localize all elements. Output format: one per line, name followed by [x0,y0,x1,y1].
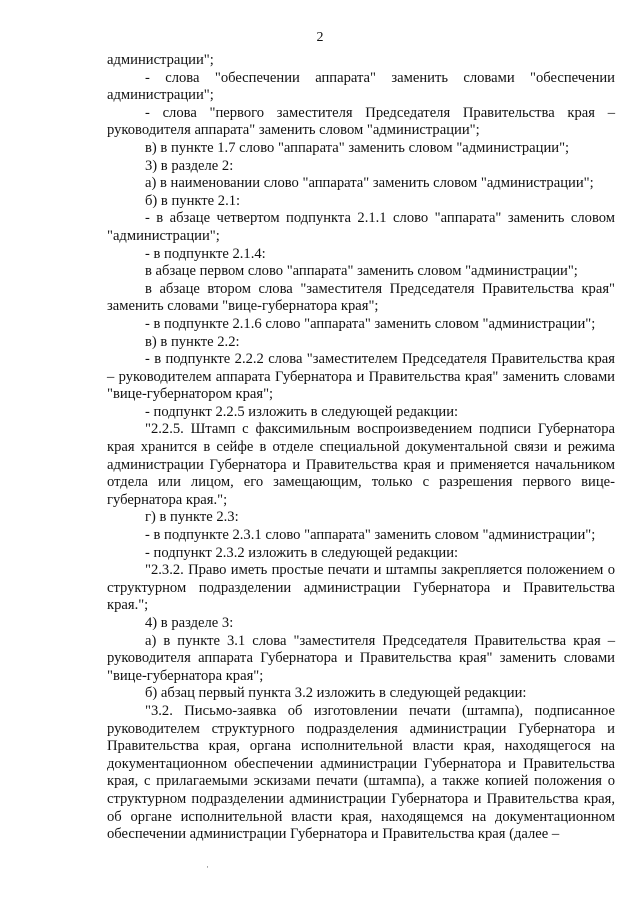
page-number: 2 [316,30,324,45]
paragraph: а) в пункте 3.1 слова "заместителя Председателя Правительства края – руководителя аппарата Губернатора и Правительства края" заменить словами "вице-губернатора края"; [107,632,615,684]
paragraph: в абзаце первом слово "аппарата" заменить словом "администрации"; [145,263,578,280]
document-body [107,52,615,844]
paragraph: - слова "первого заместителя Председателя Правительства края – руководителя аппарата" заменить словом "администрации"; [107,104,615,139]
paragraph: б) абзац первый пункта 3.2 изложить в следующей редакции: [145,685,527,702]
paragraph: - в подпункте 2.2.2 слова "заместителем Председателя Правительства края – руководителем аппарата Губернатора и Правительства края" заменить словами "вице-губернатором края"; [107,351,615,403]
paragraph: 4) в разделе 3: [145,615,234,631]
paragraph: а) в наименовании слово "аппарата" заменить словом "администрации"; [145,175,594,192]
paragraph: администрации"; [107,52,214,68]
paragraph: - подпункт 2.3.2 изложить в следующей редакции: [145,544,459,561]
paragraph: - в подпункте 2.1.4: [145,245,266,262]
scan-speck: · [206,862,209,872]
paragraph: г) в пункте 2.3: [145,509,239,526]
paragraph: - подпункт 2.2.5 изложить в следующей редакции: [145,403,459,420]
paragraph: в) в пункте 2.2: [145,333,240,350]
paragraph: "2.2.5. Штамп с факсимильным воспроизведением подписи Губернатора края хранится в сейфе в отделе специальной документальной связи и режима администрации Губернатора и Правительства края и применяется начальником отдела или лицом, его замещающим, только с разрешения первого вице-губернатора края."; [107,421,615,508]
paragraph: - в подпункте 2.1.6 слово "аппарата" заменить словом "администрации"; [145,315,596,332]
paragraph: "2.3.2. Право иметь простые печати и штампы закрепляется положением о структурном подразделении администрации Губернатора и Правительства края."; [107,562,615,614]
paragraph: 3) в разделе 2: [145,157,234,174]
paragraph: в) в пункте 1.7 слово "аппарата" заменить словом "администрации"; [145,139,570,156]
paragraph: в абзаце втором слова "заместителя Председателя Правительства края" заменить словами "вице-губернатора края"; [107,280,615,315]
paragraph: б) в пункте 2.1: [145,192,241,209]
paragraph: - слова "обеспечении аппарата" заменить словами "обеспечении администрации"; [107,69,615,104]
paragraph: - в подпункте 2.3.1 слово "аппарата" заменить словом "администрации"; [145,527,596,544]
paragraph: - в абзаце четвертом подпункта 2.1.1 слово "аппарата" заменить словом "администрации"; [107,210,615,244]
paragraph: "3.2. Письмо-заявка об изготовлении печати (штампа), подписанное руководителем структурного подразделения администрации Губернатора и Правительства края, органа исполнительной власти края, находящегося на документационном обеспечении администрации Губернатора и Правительства края, с прилагаемыми эскизами печати (штампа), а также копией положения о структурном подразделении администрации Губернатора и Правительства края, об органе исполнительной власти края, находящемся на документационном обеспечении администрации Губернатора и Правительства края (далее – [107,702,615,843]
